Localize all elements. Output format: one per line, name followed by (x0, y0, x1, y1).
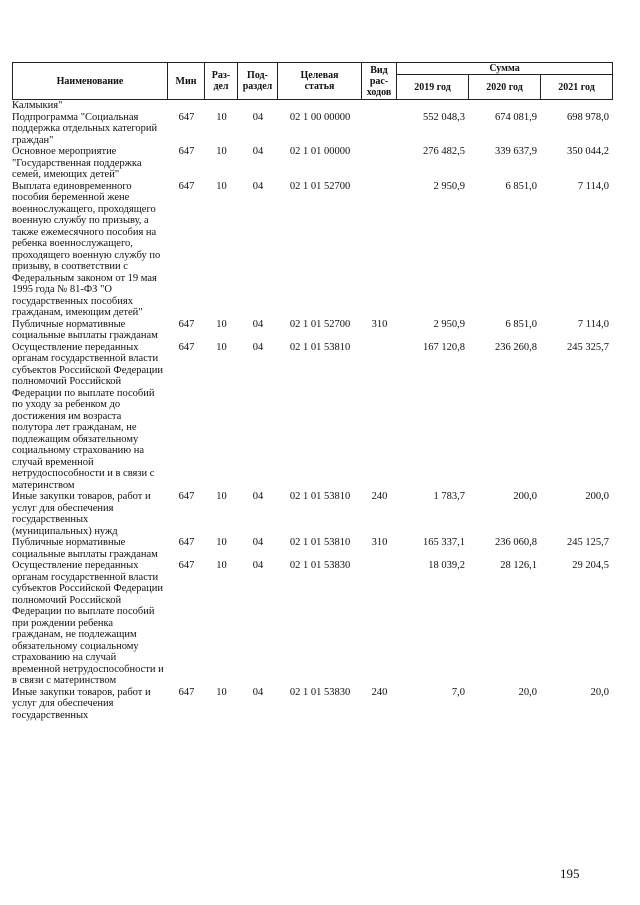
header-vid: Вид рас- ходов (362, 63, 397, 100)
cell-name: Основное мероприятие "Государственная поддержка семей, имеющих детей" (12, 146, 142, 180)
cell-razdel: 10 (216, 686, 227, 698)
cell-min: 647 (178, 180, 195, 192)
table-row (12, 319, 612, 342)
cell-podrazdel: 04 (252, 341, 264, 353)
cell-name: Калмыкия" (12, 100, 63, 111)
cell-name: Осуществление переданных органам государственной власти субъектов Российской Федерации полномочий Российской Федерации по выплате пособий по уходу за ребенком до достижения им возраста полутора лет гражданам, не подлежащим обязательному социальному страхованию на случай временной нетрудоспособности и в связи с материнством (12, 341, 164, 491)
cell-razdel: 10 (216, 491, 227, 502)
cell-podrazdel: 04 (252, 537, 264, 548)
cell-celevaya: 02 1 01 00000 (289, 146, 351, 157)
cell-vid: 310 (371, 537, 388, 548)
cell-podrazdel: 04 (252, 560, 264, 571)
cell-min: 647 (178, 491, 195, 502)
cell-vid: 310 (371, 318, 388, 330)
header-summa: Сумма (397, 63, 613, 75)
table-row (12, 560, 612, 687)
cell-razdel: 10 (216, 560, 227, 571)
cell-min: 647 (178, 537, 195, 548)
cell-2019: 18 039,2 (428, 560, 465, 571)
cell-razdel: 10 (216, 318, 227, 330)
cell-2020: 6 851,0 (505, 318, 537, 330)
cell-min: 647 (178, 318, 195, 330)
table-row (12, 112, 612, 147)
cell-razdel: 10 (216, 146, 227, 157)
table-row (12, 342, 612, 492)
cell-2019: 7,0 (451, 686, 465, 698)
table-header (12, 62, 613, 100)
header-razdel: Раз- дел (205, 63, 238, 100)
cell-razdel: 10 (216, 341, 227, 353)
cell-celevaya: 02 1 01 53810 (289, 491, 351, 502)
cell-2021: 350 044,2 (567, 146, 609, 157)
cell-2020: 20,0 (518, 686, 537, 698)
table-row (12, 146, 612, 181)
cell-2021: 20,0 (590, 686, 609, 698)
cell-2019: 2 950,9 (433, 180, 465, 192)
cell-2021: 200,0 (585, 491, 609, 502)
cell-min: 647 (178, 686, 195, 698)
cell-2019: 276 482,5 (423, 146, 465, 157)
cell-vid: 240 (371, 686, 388, 698)
cell-2019: 165 337,1 (423, 537, 465, 548)
header-podrazdel: Под- раздел (238, 63, 278, 100)
cell-celevaya: 02 1 01 53830 (289, 686, 351, 698)
cell-2020: 339 637,9 (495, 146, 537, 157)
cell-name: Публичные нормативные социальные выплаты гражданам (12, 318, 158, 341)
table-row (12, 100, 612, 112)
cell-name: Иные закупки товаров, работ и услуг для обеспечения государственных (12, 686, 151, 721)
cell-podrazdel: 04 (252, 146, 264, 157)
table-row (12, 181, 612, 319)
cell-min: 647 (178, 341, 195, 353)
header-min: Мин (168, 63, 205, 100)
cell-2021: 7 114,0 (577, 180, 609, 192)
cell-2019: 2 950,9 (433, 318, 465, 330)
page-number: 195 (560, 866, 580, 881)
cell-celevaya: 02 1 01 53810 (289, 341, 351, 353)
cell-2019: 552 048,3 (423, 111, 465, 123)
header-2019: 2019 год (397, 75, 469, 100)
cell-podrazdel: 04 (252, 491, 264, 502)
cell-2021: 245 125,7 (567, 537, 609, 548)
cell-name: Подпрограмма "Социальная поддержка отдельных категорий граждан" (12, 111, 158, 146)
cell-vid: 240 (371, 491, 388, 502)
cell-2020: 674 081,9 (495, 111, 537, 123)
cell-celevaya: 02 1 01 53830 (289, 560, 351, 571)
cell-2020: 236 060,8 (495, 537, 537, 548)
cell-podrazdel: 04 (252, 318, 264, 330)
cell-name: Осуществление переданных органам государственной власти субъектов Российской Федерации полномочий Российской Федерации по выплате пособий при рождении ребенка гражданам, не подлежащим обязательному социальному страхованию на случай временной нетрудоспособности и в связи с материнством (12, 560, 164, 686)
table-body (12, 100, 612, 721)
cell-razdel: 10 (216, 111, 227, 123)
cell-2019: 167 120,8 (423, 341, 465, 353)
cell-2020: 28 126,1 (500, 560, 537, 571)
cell-podrazdel: 04 (252, 686, 264, 698)
header-2020: 2020 год (469, 75, 541, 100)
cell-2020: 200,0 (513, 491, 537, 502)
cell-2021: 7 114,0 (577, 318, 609, 330)
header-celevaya: Целевая статья (278, 63, 362, 100)
cell-razdel: 10 (216, 537, 227, 548)
cell-celevaya: 02 1 01 52700 (289, 180, 351, 192)
header-name: Наименование (13, 63, 168, 100)
cell-2021: 29 204,5 (572, 560, 609, 571)
cell-name: Иные закупки товаров, работ и услуг для обеспечения государственных (муниципальных) нужд (12, 491, 151, 537)
cell-podrazdel: 04 (252, 180, 264, 192)
cell-celevaya: 02 1 01 52700 (289, 318, 351, 330)
cell-celevaya: 02 1 01 53810 (289, 537, 351, 548)
table-row (12, 537, 612, 560)
cell-2020: 236 260,8 (495, 341, 537, 353)
cell-min: 647 (178, 146, 195, 157)
table-row (12, 491, 612, 537)
cell-2020: 6 851,0 (505, 180, 537, 192)
table-row (12, 687, 612, 722)
cell-name: Выплата единовременного пособия беременной жене военнослужащего, проходящего военную службу по призыву, а также ежемесячного пособия на ребенка военнослужащего, проходящего военную службу по призыву, в соответствии с Федеральным законом от 19 мая 1995 года № 81-ФЗ "О государственных пособиях гражданам, имеющим детей" (12, 180, 161, 318)
cell-name: Публичные нормативные социальные выплаты гражданам (12, 537, 158, 560)
cell-2019: 1 783,7 (433, 491, 465, 502)
cell-podrazdel: 04 (252, 111, 264, 123)
cell-celevaya: 02 1 00 00000 (289, 111, 351, 123)
cell-2021: 698 978,0 (567, 111, 609, 123)
cell-2021: 245 325,7 (567, 341, 609, 353)
cell-min: 647 (178, 560, 195, 571)
header-2021: 2021 год (541, 75, 613, 100)
cell-min: 647 (178, 111, 195, 123)
cell-razdel: 10 (216, 180, 227, 192)
